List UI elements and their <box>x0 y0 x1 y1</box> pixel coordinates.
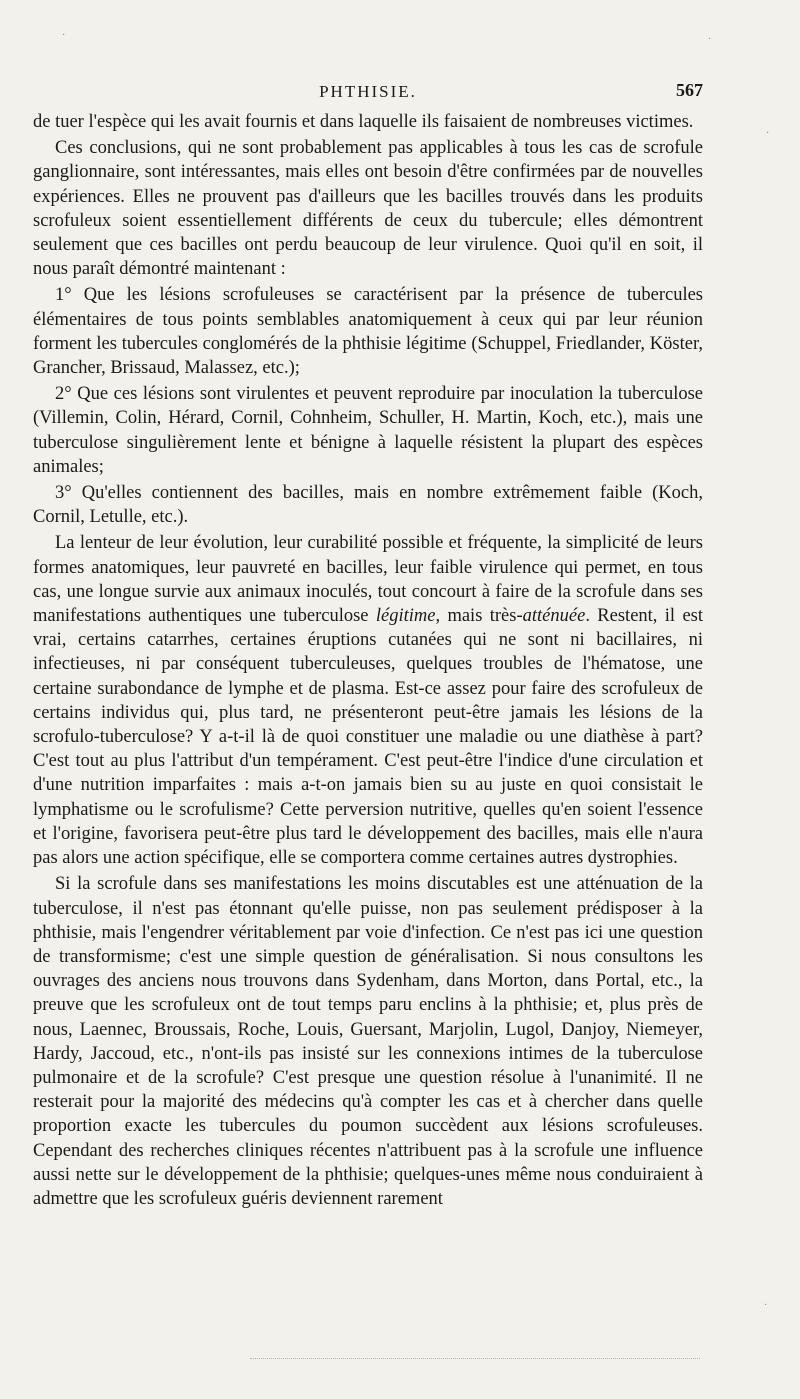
paragraph-conclusions: Ces conclusions, qui ne sont probablement pas applicables à tous les cas de scrofule ganglionnaire, sont intéressantes, mais elles ont besoin d'être confirmées par de nouvelles expériences. Elles ne prouvent pas d'ailleurs que les bacilles trouvés dans les produits scrofuleux soient essentiellement différents de ceux du tubercule; elles démontrent seulement que ces bacilles ont perdu beaucoup de leur virulence. Quoi qu'il en soit, il nous paraît démontré maintenant : <box>33 138 703 280</box>
paragraph-point-2: 2° Que ces lésions sont virulentes et peuvent reproduire par inoculation la tuberculose (Villemin, Colin, Hérard, Cornil, Cohnheim, Schuller, H. Martin, Koch, etc.), mais une tuberculose singulièrement lente et bénigne à laquelle résistent la plupart des espèces animales; <box>33 384 703 477</box>
paragraph-lenteur <box>33 531 703 870</box>
emphasis-legitime: légitime <box>375 606 436 627</box>
scan-speck: · <box>62 30 66 41</box>
paragraph-point-3: 3° Qu'elles contiennent des bacilles, mais en nombre extrêmement faible (Koch, Cornil, Letulle, etc.). <box>33 483 703 528</box>
body-text <box>33 110 703 1213</box>
paragraph-lenteur-before: La lenteur de leur évolution, leur curabilité possible et fréquente, la simplicité de leurs formes anatomiques, leur pauvreté en bacilles, leur faible virulence qui permet, en tous cas, une longue survie aux animaux inoculés, tout concourt à faire de la scrofule dans ses manifestations authentiques une tuberculose <box>33 533 703 627</box>
scan-speck: · <box>708 34 712 45</box>
paragraph-lenteur-middle: , mais très- <box>435 606 523 627</box>
paragraph-point-1: 1° Que les lésions scrofuleuses se caractérisent par la présence de tubercules élémentaires de tous points semblables anatomiquement à ceux qui par leur réunion forment les tubercules conglomérés de la phthisie légitime (Schuppel, Friedlander, Köster, Grancher, Brissaud, Malassez, etc.); <box>33 285 703 379</box>
paragraph-si-la-scrofule: Si la scrofule dans ses manifestations les moins discutables est une atténuation de la tuberculose, il n'est pas étonnant qu'elle puisse, non pas seulement prédisposer à la phthisie, mais l'engendrer véritablement par voie d'infection. Ce n'est pas ici une question de transformisme; c'est une simple question de généralisation. Si nous consultons les ouvrages des anciens nous trouvons dans Sydenham, dans Morton, dans Portal, etc., la preuve que les scrofuleux ont de tout temps paru enclins à la phthisie; et, plus près de nous, Laennec, Broussais, Roche, Louis, Guersant, Marjolin, Lugol, Danjoy, Niemeyer, Hardy, Jaccoud, etc., n'ont-ils pas insisté sur les connexions intimes de la tuberculose pulmonaire et de la scrofule? C'est presque une question résolue à l'unanimité. Il ne resterait pour la majorité des médecins qu'à compter les cas et à chercher dans quelle proportion exacte les tubercules du poumon succèdent aux lésions scrofuleuses. Cependant des recherches cliniques récentes n'attribuent pas à la scrofule une influence aussi nette sur le développement de la phthisie; quelques-unes même nous conduiraient à admettre que les scrofuleux guéris deviennent rarement <box>33 874 703 1209</box>
scan-artifact-line <box>250 1358 700 1360</box>
running-title: PHTHISIE. <box>319 82 417 101</box>
scan-speck: · <box>766 128 770 139</box>
paragraph-lenteur-after: . Restent, il est vrai, certains catarrhes, certaines éruptions cutanées qui ne sont ni bacillaires, ni infectieuses, ni par conséquent tuberculeuses, quelques troubles de l'hématose, une certaine surabondance de lymphe et de plasma. Est-ce assez pour faire des scrofuleux de certains individus qui, plus tard, ne présenteront peut-être jamais les lésions de la scrofulo-tuberculose? Y a-t-il là de quoi constituer une maladie ou une diathèse à part? C'est tout au plus l'attribut d'un tempérament. C'est peut-être l'indice d'une circulation et d'une nutrition imparfaites : mais a-t-on jamais bien su au juste en quoi consistait le lymphatisme ou le scrofulisme? Cette perversion nutritive, quelles qu'en soient l'essence et l'origine, favorisera peut-être plus tard le développement des bacilles, mais elle n'aura pas alors une action spécifique, elle se comportera comme certaines autres dystrophies. <box>33 606 703 869</box>
emphasis-attenuee: atténuée <box>522 606 586 627</box>
page-number: 567 <box>676 80 703 100</box>
paragraph-continuation: de tuer l'espèce qui les avait fournis et dans laquelle ils faisaient de nombreuses victimes. <box>33 112 694 132</box>
page-header <box>33 80 703 106</box>
scan-speck: · <box>764 1300 768 1311</box>
